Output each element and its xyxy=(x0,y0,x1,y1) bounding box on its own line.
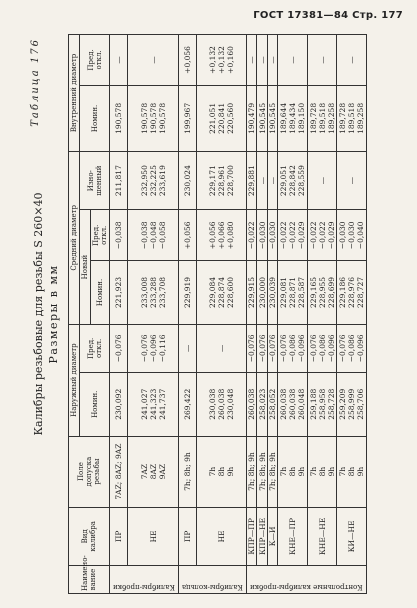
outer-deviation-value: — xyxy=(183,344,193,353)
mid-worn xyxy=(110,151,128,209)
col-outer-pred: Пред. откл. xyxy=(80,324,110,372)
mid-deviation-value: −0,029 xyxy=(326,221,336,250)
mid-worn xyxy=(257,151,267,209)
tolerance-field-value: 7h; 8h; 9h xyxy=(183,452,193,491)
mid-worn xyxy=(179,151,197,209)
group-label-text: Калибры-пробки xyxy=(113,583,176,591)
col-vid: Вид калибра xyxy=(69,507,110,565)
mid-worn-value: 229,881 xyxy=(247,165,257,197)
mid-nominal-value: 228,587 xyxy=(297,276,307,308)
mid-worn-value: — xyxy=(317,176,327,185)
inner-nominal-value: 189,150 xyxy=(297,102,307,134)
gauge-type-value: ПР xyxy=(183,530,193,543)
outer-deviation xyxy=(179,324,197,372)
outer-nominal-value: 259,209 xyxy=(337,388,347,420)
mid-worn-value: 228,700 xyxy=(225,165,235,197)
outer-nominal xyxy=(196,373,246,437)
tolerance-field-value: 7h; 8h; 9h xyxy=(257,452,267,491)
page-header: ГОСТ 17381—84 Стр. 177 xyxy=(253,10,403,21)
outer-nominal xyxy=(337,373,366,437)
inner-nominal xyxy=(247,85,257,151)
group-label xyxy=(110,566,179,594)
mid-nominal-value: 228,976 xyxy=(346,276,356,308)
mid-deviation xyxy=(257,210,267,261)
outer-deviation-value: −0,096 xyxy=(355,334,365,363)
inner-deviation-value: +0,132 xyxy=(207,46,217,74)
gauge-type-value: КИ—НЕ xyxy=(346,520,356,553)
col-outer: Наружный диаметр xyxy=(69,324,80,436)
mid-deviation xyxy=(278,210,307,261)
mid-worn xyxy=(128,151,179,209)
outer-deviation-value: −0,076 xyxy=(139,334,149,363)
gauge-type xyxy=(278,507,307,565)
mid-deviation xyxy=(128,210,179,261)
mid-deviation-value: −0,048 xyxy=(148,221,158,250)
mid-deviation-value: −0,030 xyxy=(257,221,267,250)
mid-deviation-value: −0,029 xyxy=(297,221,307,250)
table-row xyxy=(128,35,179,594)
mid-deviation-value: −0,058 xyxy=(157,221,167,250)
col-inner: Внутренний диаметр xyxy=(69,35,80,152)
gauge-table xyxy=(68,34,367,594)
mid-nominal-value: 228,600 xyxy=(225,276,235,308)
mid-nominal-value: 229,919 xyxy=(183,276,193,308)
outer-nominal xyxy=(278,373,307,437)
gauge-type-value: НЕ xyxy=(216,530,226,543)
inner-nominal-value: 189,434 xyxy=(288,102,298,134)
table-row xyxy=(247,35,257,594)
col-mid-pred: Пред. откл. xyxy=(91,210,110,261)
outer-deviation-value: −0,076 xyxy=(257,334,267,363)
outer-nominal-value: 258,706 xyxy=(355,388,365,420)
col-inner-nom: Номин. xyxy=(80,85,110,151)
inner-nominal-value: 190,578 xyxy=(157,102,167,134)
gauge-type xyxy=(247,507,257,565)
inner-nominal-value: 190,578 xyxy=(148,102,158,134)
inner-nominal xyxy=(267,85,277,151)
outer-deviation xyxy=(257,324,267,372)
inner-deviation xyxy=(267,35,277,86)
tolerance-field-value: 7h xyxy=(279,466,289,477)
mid-deviation-value: −0,022 xyxy=(308,221,318,250)
mid-deviation-value: −0,038 xyxy=(139,221,149,250)
tolerance-field-value: 9h xyxy=(297,466,307,477)
outer-nominal-value: 230,092 xyxy=(114,388,124,420)
tolerance-field xyxy=(128,436,179,507)
inner-deviation-value: — xyxy=(268,56,278,64)
mid-deviation-value: −0,022 xyxy=(317,221,327,250)
tolerance-field-value: 7AZ; 8AZ; 9AZ xyxy=(114,443,124,500)
inner-nominal xyxy=(337,85,366,151)
inner-deviation-value: +0,132 xyxy=(216,46,226,74)
gauge-type-value: НЕ xyxy=(148,530,158,543)
outer-nominal-value: 260,038 xyxy=(216,388,226,420)
inner-nominal xyxy=(278,85,307,151)
tolerance-field-value: 7AZ xyxy=(139,463,149,480)
mid-worn-value: 228,559 xyxy=(297,165,307,197)
mid-worn xyxy=(267,151,277,209)
mid-worn-value: 230,024 xyxy=(183,165,193,197)
outer-nominal-value: 259,188 xyxy=(308,388,318,420)
inner-deviation-value: — xyxy=(247,56,257,64)
table-row xyxy=(257,35,267,594)
mid-nominal-value: 228,699 xyxy=(326,276,336,308)
mid-worn-value: 228,961 xyxy=(216,165,226,197)
outer-nominal xyxy=(179,373,197,437)
tolerance-field xyxy=(247,436,257,507)
outer-deviation xyxy=(110,324,128,372)
tolerance-field-value: 7h; 8h; 9h xyxy=(247,452,257,491)
col-mid-new: Новый xyxy=(80,210,91,324)
mid-deviation-value: +0,056 xyxy=(207,221,217,250)
mid-worn-value: 233,619 xyxy=(157,165,167,197)
outer-deviation-value: −0,076 xyxy=(337,334,347,363)
inner-nominal-value: 190,479 xyxy=(247,102,257,134)
table-row xyxy=(196,35,246,594)
mid-worn xyxy=(196,151,246,209)
mid-nominal-value: 228,871 xyxy=(288,276,298,308)
col-mid-worn: Изно- шенный xyxy=(80,151,110,209)
mid-worn-value: — xyxy=(257,176,267,185)
inner-deviation-value: — xyxy=(148,56,158,64)
outer-deviation-value: −0,076 xyxy=(247,334,257,363)
mid-nominal xyxy=(128,261,179,325)
tolerance-field-value: 9h xyxy=(326,466,336,477)
tolerance-field-value: 8AZ xyxy=(148,463,158,480)
inner-nominal-value: 190,545 xyxy=(268,102,278,134)
mid-deviation xyxy=(179,210,197,261)
outer-deviation xyxy=(307,324,336,372)
outer-nominal-value: 230,038 xyxy=(207,388,217,420)
inner-nominal-value: 189,728 xyxy=(308,102,318,134)
outer-nominal-value: 241,027 xyxy=(139,388,149,420)
inner-nominal-value: 189,258 xyxy=(355,102,365,134)
gauge-type xyxy=(179,507,197,565)
mid-deviation-value: −0,030 xyxy=(268,221,278,250)
gauge-type-value: К—И xyxy=(268,526,278,547)
mid-nominal-value: 230,039 xyxy=(268,276,278,308)
col-mid: Средний диаметр xyxy=(69,151,80,324)
mid-worn-value: 211,817 xyxy=(114,165,124,197)
mid-deviation xyxy=(247,210,257,261)
inner-deviation xyxy=(247,35,257,86)
outer-deviation-value: — xyxy=(216,344,226,353)
mid-deviation xyxy=(110,210,128,261)
rotated-page-content xyxy=(32,34,392,594)
inner-deviation xyxy=(307,35,336,86)
inner-deviation xyxy=(337,35,366,86)
outer-nominal-value: 260,038 xyxy=(288,388,298,420)
table-row xyxy=(267,35,277,594)
table-row xyxy=(307,35,336,594)
outer-nominal-value: 241,737 xyxy=(157,388,167,420)
table-row xyxy=(110,35,128,594)
tolerance-field-value: 8h xyxy=(317,466,327,477)
gauge-type-value: КПР—ПР xyxy=(247,518,257,555)
inner-nominal-value: 190,545 xyxy=(257,102,267,134)
mid-worn-value: 232,950 xyxy=(139,165,149,197)
units-label: Размеры в мм xyxy=(47,264,60,364)
outer-deviation-value: −0,076 xyxy=(279,334,289,363)
outer-nominal-value: 258,052 xyxy=(268,388,278,420)
mid-worn-value: — xyxy=(346,176,356,185)
outer-deviation xyxy=(278,324,307,372)
gauge-type-value: ПР xyxy=(114,530,124,543)
inner-nominal-value: 190,578 xyxy=(114,102,124,134)
outer-nominal-value: 258,023 xyxy=(257,388,267,420)
mid-deviation-value: +0,066 xyxy=(216,221,226,250)
gauge-type xyxy=(307,507,336,565)
inner-nominal xyxy=(307,85,336,151)
mid-deviation-value: −0,030 xyxy=(346,221,356,250)
mid-nominal-value: 233,288 xyxy=(148,276,158,308)
gauge-type-value: КПР—НЕ xyxy=(257,517,267,555)
table-number: Таблица 176 xyxy=(30,38,41,127)
inner-deviation xyxy=(128,35,179,86)
mid-deviation xyxy=(307,210,336,261)
outer-nominal-value: 241,323 xyxy=(148,388,158,420)
mid-nominal xyxy=(337,261,366,325)
gauge-type xyxy=(337,507,366,565)
mid-worn-value: 229,051 xyxy=(279,165,289,197)
outer-deviation-value: −0,116 xyxy=(157,334,167,363)
inner-deviation xyxy=(196,35,246,86)
mid-nominal xyxy=(267,261,277,325)
outer-deviation-value: −0,076 xyxy=(308,334,318,363)
tolerance-field xyxy=(307,436,336,507)
inner-deviation-value: +0,056 xyxy=(183,46,193,74)
col-pole: Поле допуска резьбы xyxy=(69,436,110,507)
table-row xyxy=(179,35,197,594)
mid-nominal xyxy=(307,261,336,325)
outer-deviation-value: −0,076 xyxy=(268,334,278,363)
mid-worn xyxy=(247,151,257,209)
mid-worn xyxy=(278,151,307,209)
group-label xyxy=(179,566,247,594)
inner-deviation xyxy=(257,35,267,86)
col-name: Наимено- вание xyxy=(69,566,110,594)
inner-nominal xyxy=(110,85,128,151)
mid-deviation xyxy=(196,210,246,261)
mid-nominal-value: 230,000 xyxy=(257,276,267,308)
mid-deviation-value: +0,056 xyxy=(183,221,193,250)
tolerance-field xyxy=(337,436,366,507)
outer-deviation-value: −0,076 xyxy=(114,334,124,363)
group-label xyxy=(247,566,367,594)
tolerance-field-value: 8h xyxy=(346,466,356,477)
mid-nominal-value: 228,874 xyxy=(216,276,226,308)
inner-nominal xyxy=(257,85,267,151)
mid-nominal-value: 228,727 xyxy=(355,276,365,308)
mid-worn-value: 228,842 xyxy=(288,165,298,197)
inner-nominal-value: 189,258 xyxy=(326,102,336,134)
tolerance-field xyxy=(196,436,246,507)
mid-worn-value: — xyxy=(268,176,278,185)
mid-nominal-value: 229,084 xyxy=(207,276,217,308)
outer-nominal xyxy=(110,373,128,437)
outer-deviation-value: −0,086 xyxy=(288,334,298,363)
inner-deviation-value: — xyxy=(114,56,124,64)
gauge-type xyxy=(196,507,246,565)
gauge-type xyxy=(267,507,277,565)
table-row xyxy=(337,35,366,594)
mid-nominal xyxy=(196,261,246,325)
mid-nominal xyxy=(278,261,307,325)
inner-nominal-value: 220,560 xyxy=(225,102,235,134)
mid-deviation-value: −0,022 xyxy=(279,221,289,250)
col-inner-pred: Пред. откл. xyxy=(80,35,110,86)
outer-deviation xyxy=(196,324,246,372)
outer-deviation-value: −0,086 xyxy=(346,334,356,363)
inner-deviation-value: — xyxy=(288,56,298,64)
inner-deviation xyxy=(110,35,128,86)
mid-nominal-value: 221,923 xyxy=(114,276,124,308)
outer-nominal-value: 258,958 xyxy=(317,388,327,420)
outer-deviation-value: −0,096 xyxy=(148,334,158,363)
mid-nominal-value: 229,915 xyxy=(247,276,257,308)
inner-nominal-value: 221,051 xyxy=(207,102,217,134)
inner-nominal-value: 199,967 xyxy=(183,102,193,134)
tolerance-field-value: 7h xyxy=(308,466,318,477)
tolerance-field-value: 8h xyxy=(216,466,226,477)
mid-deviation-value: −0,040 xyxy=(355,221,365,250)
outer-nominal xyxy=(247,373,257,437)
tolerance-field-value: 8h xyxy=(288,466,298,477)
col-outer-nom: Номин. xyxy=(80,373,110,437)
mid-deviation-value: −0,022 xyxy=(288,221,298,250)
outer-nominal-value: 260,038 xyxy=(247,388,257,420)
inner-nominal xyxy=(179,85,197,151)
outer-nominal-value: 260,048 xyxy=(297,388,307,420)
outer-nominal xyxy=(307,373,336,437)
mid-deviation xyxy=(337,210,366,261)
inner-deviation xyxy=(278,35,307,86)
gauge-type xyxy=(110,507,128,565)
mid-worn-value: 232,225 xyxy=(148,165,158,197)
mid-deviation-value: −0,030 xyxy=(337,221,347,250)
table-row xyxy=(278,35,307,594)
gauge-type xyxy=(128,507,179,565)
tolerance-field-value: 9h xyxy=(225,466,235,477)
mid-deviation-value: −0,038 xyxy=(114,221,124,250)
inner-deviation-value: +0,160 xyxy=(225,46,235,74)
outer-nominal xyxy=(128,373,179,437)
inner-deviation xyxy=(179,35,197,86)
tolerance-field xyxy=(257,436,267,507)
inner-deviation-value: — xyxy=(317,56,327,64)
mid-nominal-value: 233,708 xyxy=(157,276,167,308)
col-mid-nom: Номин. xyxy=(91,261,110,325)
outer-nominal-value: 269,422 xyxy=(183,388,193,420)
inner-nominal xyxy=(196,85,246,151)
tolerance-field xyxy=(267,436,277,507)
tolerance-field xyxy=(278,436,307,507)
outer-deviation xyxy=(267,324,277,372)
outer-nominal xyxy=(257,373,267,437)
inner-nominal-value: 189,728 xyxy=(337,102,347,134)
mid-nominal xyxy=(247,261,257,325)
mid-nominal xyxy=(257,261,267,325)
inner-nominal-value: 190,578 xyxy=(139,102,149,134)
group-label-text: Калибры-кольца xyxy=(182,583,243,591)
tolerance-field-value: 7h; 8h; 9h xyxy=(268,452,278,491)
group-label-text: Контрольные калибры-пробки xyxy=(250,583,363,591)
outer-deviation xyxy=(247,324,257,372)
inner-nominal-value: 220,841 xyxy=(216,102,226,134)
outer-deviation-value: −0,086 xyxy=(317,334,327,363)
inner-nominal-value: 189,518 xyxy=(317,102,327,134)
inner-nominal-value: 189,518 xyxy=(346,102,356,134)
outer-nominal-value: 258,728 xyxy=(326,388,336,420)
outer-nominal xyxy=(267,373,277,437)
mid-nominal-value: 229,165 xyxy=(308,276,318,308)
mid-deviation-value: −0,022 xyxy=(247,221,257,250)
mid-nominal xyxy=(110,261,128,325)
tolerance-field-value: 9AZ xyxy=(157,463,167,480)
tolerance-field-value: 9h xyxy=(355,466,365,477)
outer-deviation xyxy=(337,324,366,372)
outer-nominal-value: 260,038 xyxy=(279,388,289,420)
outer-nominal-value: 258,999 xyxy=(346,388,356,420)
mid-worn xyxy=(337,151,366,209)
mid-nominal-value: 228,955 xyxy=(317,276,327,308)
mid-deviation-value: +0,080 xyxy=(225,221,235,250)
outer-deviation xyxy=(128,324,179,372)
mid-worn xyxy=(307,151,336,209)
tolerance-field-value: 7h xyxy=(207,466,217,477)
inner-deviation-value: — xyxy=(346,56,356,64)
mid-nominal-value: 229,186 xyxy=(337,276,347,308)
inner-nominal xyxy=(128,85,179,151)
mid-nominal-value: 229,081 xyxy=(279,276,289,308)
mid-worn-value: 229,171 xyxy=(207,165,217,197)
gauge-type xyxy=(257,507,267,565)
mid-nominal xyxy=(179,261,197,325)
outer-nominal-value: 230,048 xyxy=(225,388,235,420)
mid-deviation xyxy=(267,210,277,261)
tolerance-field xyxy=(110,436,128,507)
gauge-type-value: КНЕ—ПР xyxy=(288,517,298,555)
outer-deviation-value: −0,096 xyxy=(297,334,307,363)
tolerance-field-value: 7h xyxy=(337,466,347,477)
inner-nominal-value: 189,644 xyxy=(279,102,289,134)
tolerance-field xyxy=(179,436,197,507)
outer-deviation-value: −0,096 xyxy=(326,334,336,363)
gauge-type-value: КНЕ—НЕ xyxy=(317,517,327,556)
table-title: Калибры резьбовые для резьбы S 260×40 xyxy=(32,192,45,436)
inner-deviation-value: — xyxy=(257,56,267,64)
mid-nominal-value: 233,008 xyxy=(139,276,149,308)
